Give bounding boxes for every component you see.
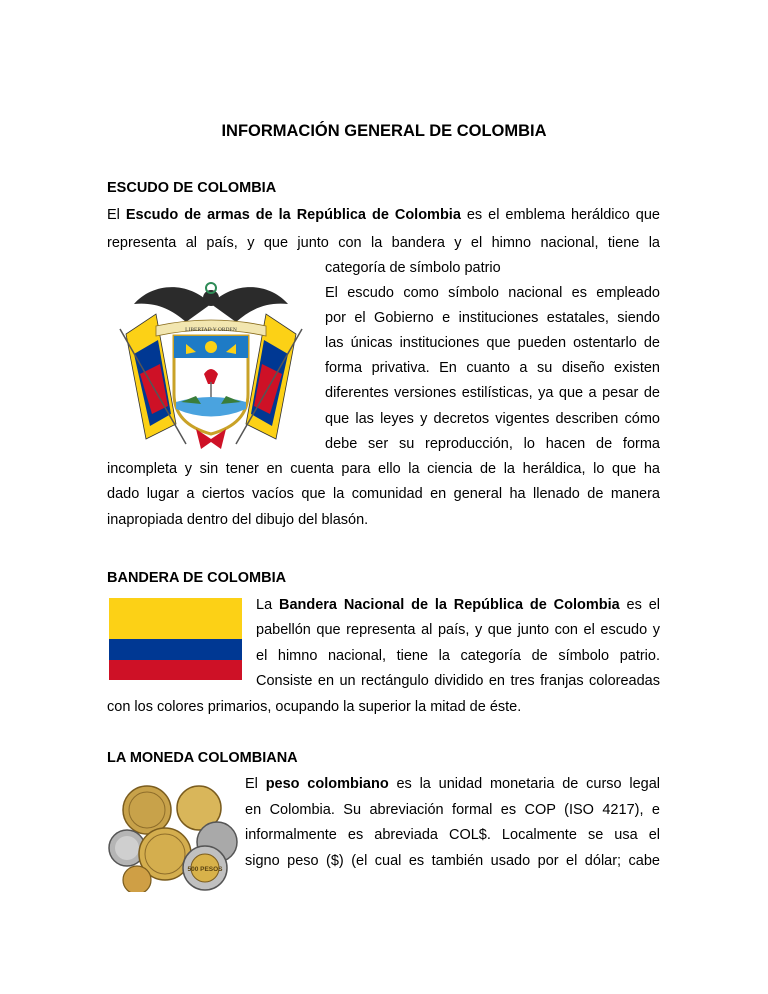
bandera-line-5: con los colores primarios, ocupando la superior la mitad de éste. [107, 699, 522, 715]
bandera-heading: BANDERA DE COLOMBIA [107, 570, 287, 586]
flag-stripe-blue [109, 639, 242, 660]
escudo-line-12: dado lugar a ciertos vacíos que la comunidad en general ha llenado de manera [107, 486, 660, 502]
escudo-line-9: que las leyes y decretos vigentes describen cómo [325, 411, 660, 427]
escudo-line-10: debe ser su reproducción, lo hacen de forma [325, 436, 660, 452]
colombia-flag-image [109, 598, 242, 680]
flag-stripe-red [109, 660, 242, 681]
moneda-line-1: El peso colombiano es la unidad monetaria de curso legal [245, 776, 660, 792]
escudo-line-3: categoría de símbolo patrio [325, 260, 501, 276]
bandera-line-3: el himno nacional, tiene la categoría de símbolo patrio. [256, 648, 660, 664]
coins-image [107, 780, 241, 892]
escudo-line-4: El escudo como símbolo nacional es empleado [325, 285, 660, 301]
moneda-line-3: informalmente es abreviada COL$. Localmente se usa el [245, 827, 660, 843]
flag-stripe-yellow [109, 598, 242, 639]
moneda-heading: LA MONEDA COLOMBIANA [107, 750, 298, 766]
ribbon-text: LIBERTAD Y ORDEN [185, 327, 237, 333]
bandera-line-2: pabellón que representa al país, y que junto con el escudo y [256, 622, 660, 638]
moneda-line-2: en Colombia. Su abreviación formal es COP (ISO 4217), e [245, 802, 660, 818]
escudo-line-11: incompleta y sin tener en cuenta para ello la ciencia de la heráldica, lo que ha [107, 461, 660, 477]
moneda-line-4: signo peso ($) (el cual es también usado por el dólar; cabe [245, 853, 660, 869]
escudo-line-13: inapropiada dentro del dibujo del blasón. [107, 512, 369, 528]
escudo-line-7: forma privativa. En cuanto a su diseño existen [325, 360, 660, 376]
escudo-line-5: por el Gobierno e instituciones estatales, siendo [325, 310, 660, 326]
page-title: INFORMACIÓN GENERAL DE COLOMBIA [221, 122, 547, 140]
escudo-line-2: representa al país, y que junto con la bandera y el himno nacional, tiene la [107, 235, 660, 251]
escudo-line-6: las únicas instituciones que pueden ostentarlo de [325, 335, 660, 351]
coat-of-arms-image [116, 274, 306, 452]
escudo-heading: ESCUDO DE COLOMBIA [107, 180, 277, 196]
bandera-line-4: Consiste en un rectángulo dividido en tres franjas coloreadas [256, 673, 660, 689]
coin-text: 500 PESOS [187, 866, 223, 873]
escudo-line-1: El Escudo de armas de la República de Colombia es el emblema heráldico que [107, 207, 660, 223]
escudo-line-8: diferentes versiones estilísticas, ya que a pesar de [325, 385, 660, 401]
bandera-line-1: La Bandera Nacional de la República de Colombia es el [256, 597, 660, 613]
